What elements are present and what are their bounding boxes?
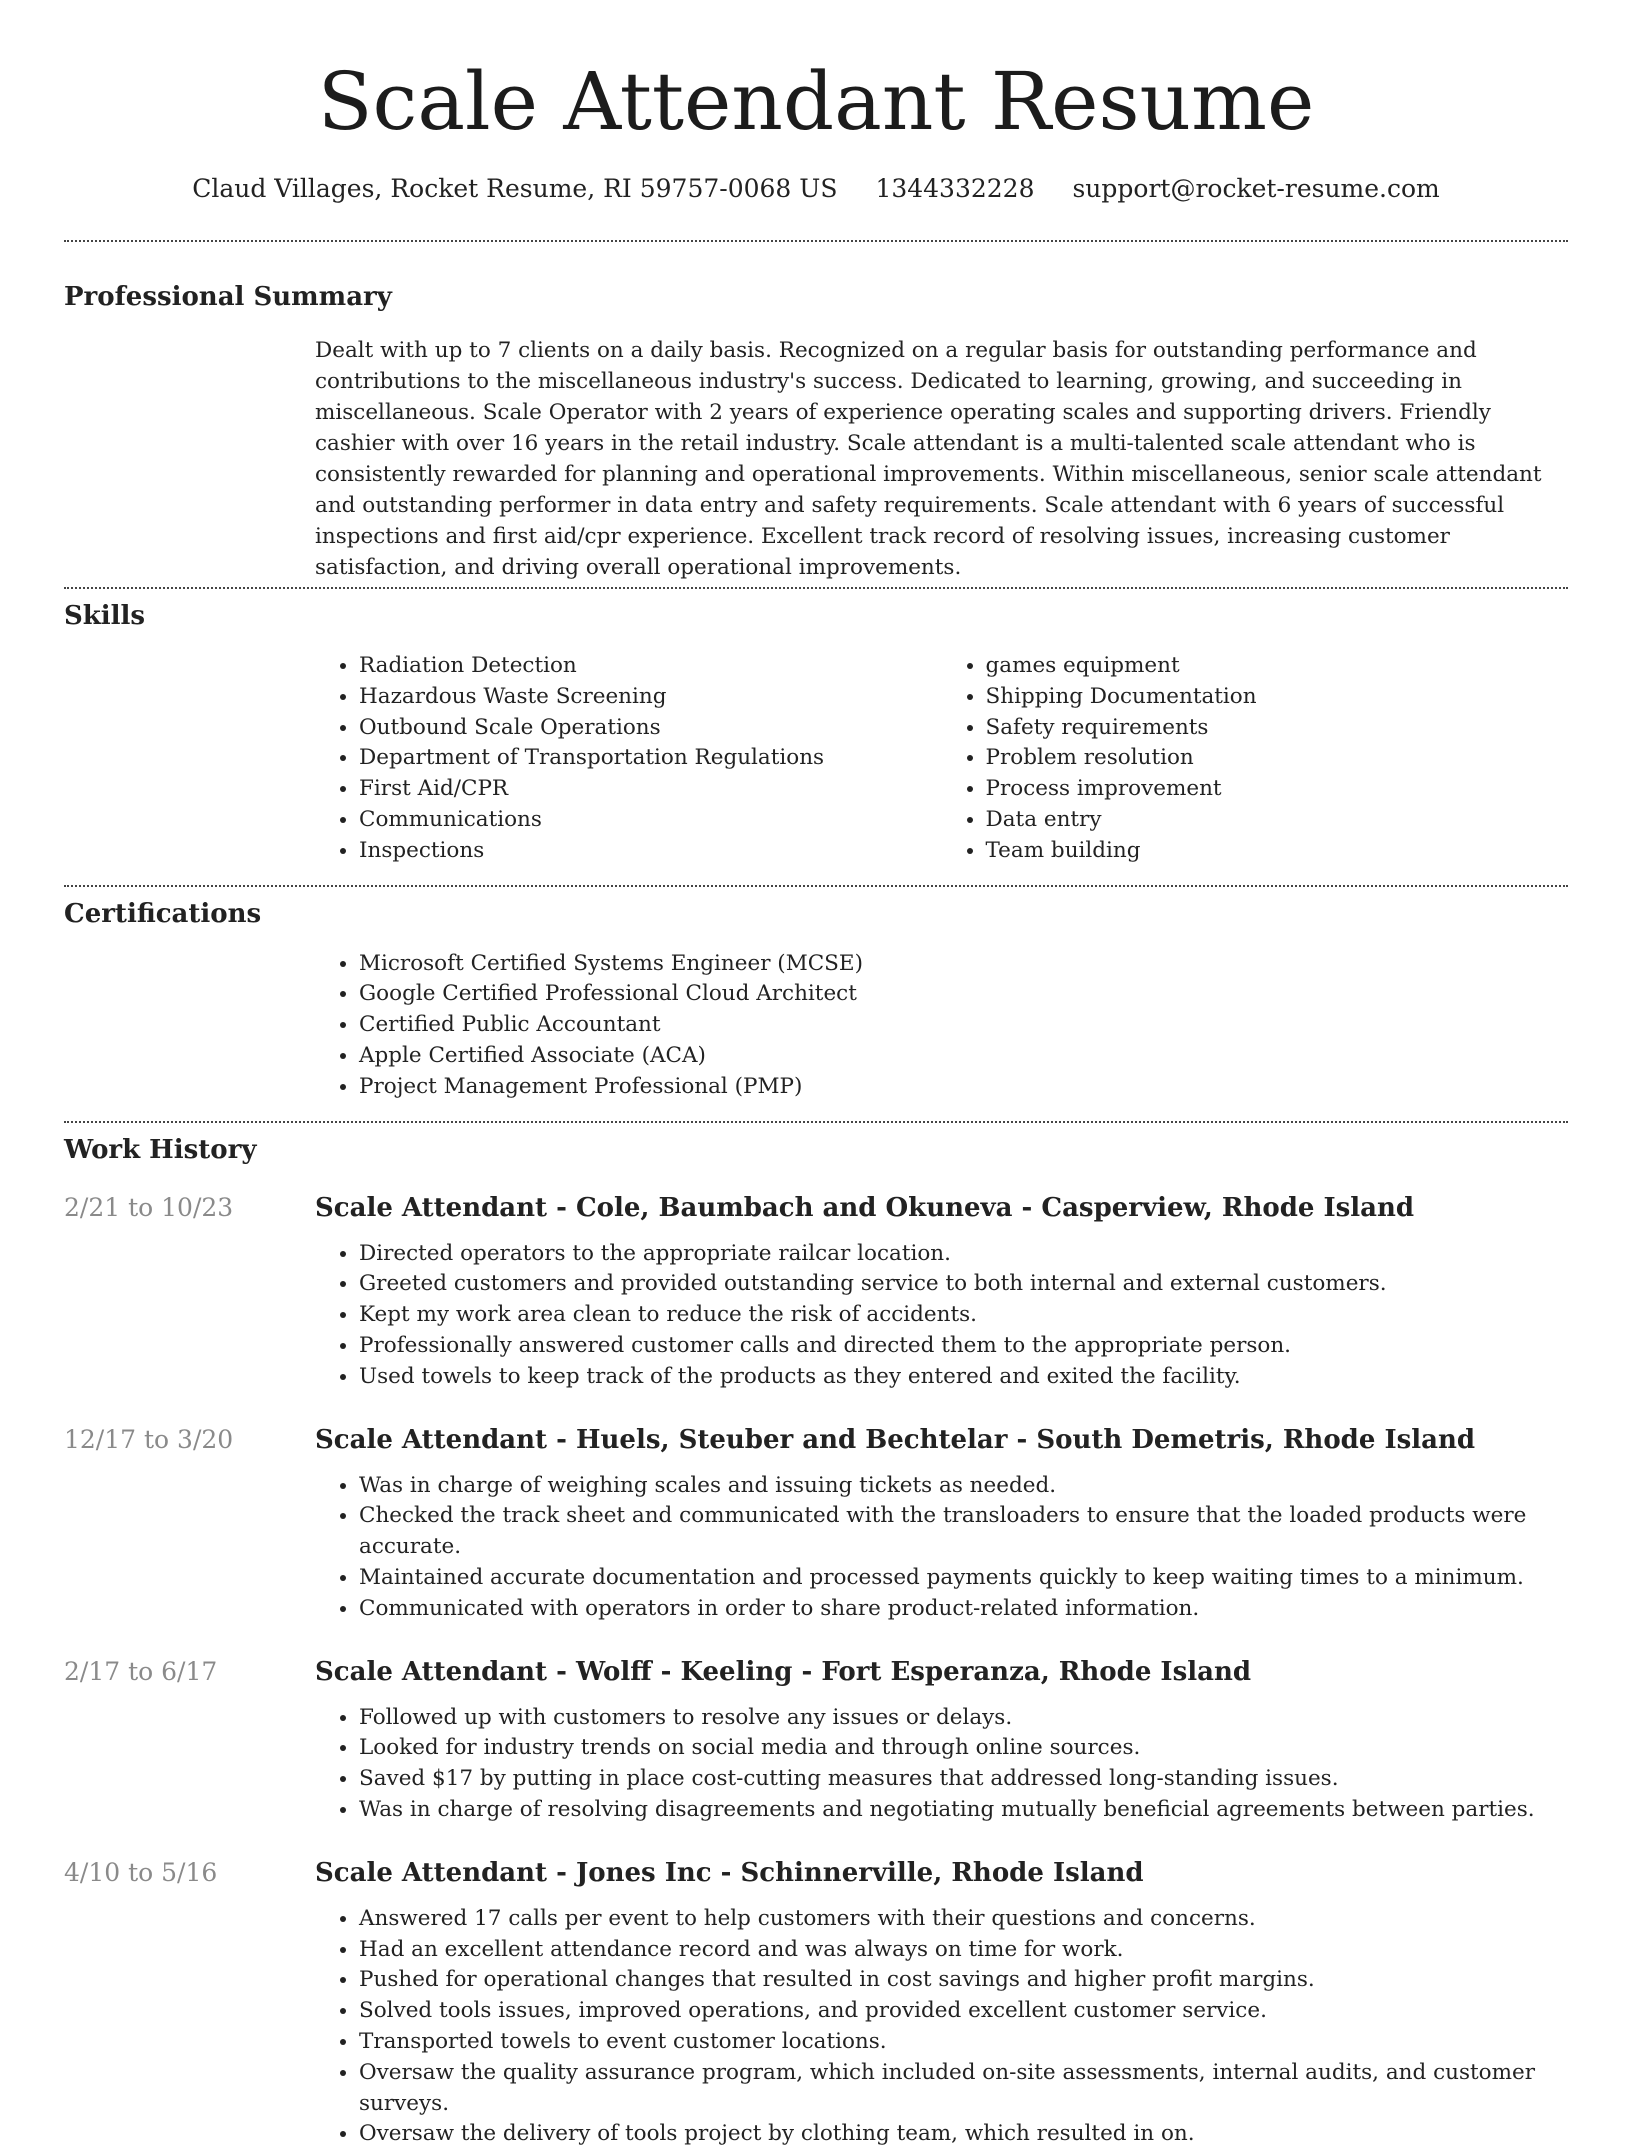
job-entry [64,1655,1568,1826]
list-item: • Answered 17 calls per event to help customers with their questions and concerns. [359,1904,1568,1935]
list-item: • Oversaw the delivery of tools project by clothing team, which resulted in on. [359,2119,1568,2150]
list-item: • Department of Transportation Regulations [359,743,942,774]
list-item: • Followed up with customers to resolve any issues or delays. [359,1703,1568,1734]
list-item: • Google Certified Professional Cloud Architect [359,979,1568,1010]
resume-title: Scale Attendant Resume [317,55,1315,148]
list-item: • Hazardous Waste Screening [359,682,942,713]
list-item: • Transported towels to event customer locations. [359,2027,1568,2058]
list-item: • First Aid/CPR [359,774,942,805]
job-entry [64,1191,1568,1393]
list-item: • Professionally answered customer calls and directed them to the appropriate person. [359,1331,1568,1362]
list-item: • Looked for industry trends on social media and through online sources. [359,1733,1568,1764]
job-title: Scale Attendant - Cole, Baumbach and Okuneva - Casperview, Rhode Island [315,1192,1415,1223]
certifications-section [64,897,1568,1103]
list-item: • Saved $17 by putting in place cost-cutting measures that addressed long-standing issues. [359,1764,1568,1795]
list-item: • Solved tools issues, improved operations, and provided excellent customer service. [359,1996,1568,2027]
contact-phone: 1344332228 [875,174,1035,203]
section-divider [64,587,1568,589]
list-item: • Communications [359,805,942,836]
list-item: • Outbound Scale Operations [359,713,942,744]
job-bullets [315,1703,1568,1826]
section-divider [64,240,1568,242]
job-title: Scale Attendant - Huels, Steuber and Bechtelar - South Demetris, Rhode Island [315,1424,1476,1455]
summary-heading: Professional Summary [64,282,392,312]
job-bullets [315,1904,1568,2150]
list-item: • Inspections [359,836,942,867]
job-title: Scale Attendant - Wolff - Keeling - Fort Esperanza, Rhode Island [315,1656,1252,1687]
list-item: • Was in charge of weighing scales and issuing tickets as needed. [359,1471,1568,1502]
skills-section [64,599,1568,867]
list-item: • Project Management Professional (PMP) [359,1072,1568,1103]
contact-line [64,172,1568,206]
list-item: • Microsoft Certified Systems Engineer (MCSE) [359,949,1568,980]
section-divider [64,1121,1568,1123]
list-item: • Checked the track sheet and communicated with the transloaders to ensure that the loaded products were accurate. [359,1501,1568,1563]
section-divider [64,885,1568,887]
summary-section [64,280,1568,583]
list-item: • Was in charge of resolving disagreements and negotiating mutually beneficial agreements between parties. [359,1795,1568,1826]
list-item: • Safety requirements [986,713,1569,744]
list-item: • Certified Public Accountant [359,1010,1568,1041]
summary-text: Dealt with up to 7 clients on a daily basis. Recognized on a regular basis for outstanding performance and contributions to the miscellaneous industry's success. Dedicated to learning, growing, and succeeding in miscellaneous. Scale Operator with 2 years of experience operating scales and supporting drivers. Friendly cashier with over 16 years in the retail industry. Scale attendant is a multi-talented scale attendant who is consistently rewarded for planning and operational improvements. Within miscellaneous, senior scale attendant and outstanding performer in data entry and safety requirements. Scale attendant with 6 years of successful inspections and first aid/cpr experience. Excellent track record of resolving issues, increasing customer satisfaction, and driving overall operational improvements. [315,338,1542,580]
job-title: Scale Attendant - Jones Inc - Schinnerville, Rhode Island [315,1857,1144,1888]
job-dates: 2/17 to 6/17 [64,1656,218,1686]
work-history-section [64,1133,1568,2150]
resume-page [64,0,1568,2150]
list-item: • Pushed for operational changes that resulted in cost savings and higher profit margins. [359,1965,1568,1996]
contact-address: Claud Villages, Rocket Resume, RI 59757-0068 US [192,174,838,203]
list-item: • Oversaw the quality assurance program, which included on-site assessments, internal audits, and customer surveys. [359,2058,1568,2120]
skills-list-right [942,651,1569,867]
skills-list-left [315,651,942,867]
list-item: • Problem resolution [986,743,1569,774]
certifications-heading: Certifications [64,898,262,929]
list-item: • Shipping Documentation [986,682,1569,713]
job-dates: 2/21 to 10/23 [64,1192,234,1222]
list-item: • Had an excellent attendance record and was always on time for work. [359,1935,1568,1966]
contact-email: support@rocket-resume.com [1072,174,1440,203]
list-item: • Kept my work area clean to reduce the risk of accidents. [359,1300,1568,1331]
job-dates: 12/17 to 3/20 [64,1424,234,1454]
list-item: • games equipment [986,651,1569,682]
job-entry [64,1856,1568,2150]
list-item: • Greeted customers and provided outstanding service to both internal and external customers. [359,1269,1568,1300]
job-bullets [315,1471,1568,1625]
job-entry [64,1423,1568,1625]
skills-heading: Skills [64,601,146,631]
list-item: • Data entry [986,805,1569,836]
work-history-heading: Work History [64,1134,257,1165]
job-bullets [315,1239,1568,1393]
certifications-list [315,949,1568,1103]
list-item: • Used towels to keep track of the products as they entered and exited the facility. [359,1362,1568,1393]
list-item: • Process improvement [986,774,1569,805]
list-item: • Apple Certified Associate (ACA) [359,1041,1568,1072]
list-item: • Communicated with operators in order to share product-related information. [359,1594,1568,1625]
list-item: • Directed operators to the appropriate railcar location. [359,1239,1568,1270]
job-dates: 4/10 to 5/16 [64,1857,218,1887]
list-item: • Team building [986,836,1569,867]
list-item: • Radiation Detection [359,651,942,682]
list-item: • Maintained accurate documentation and processed payments quickly to keep waiting times to a minimum. [359,1563,1568,1594]
